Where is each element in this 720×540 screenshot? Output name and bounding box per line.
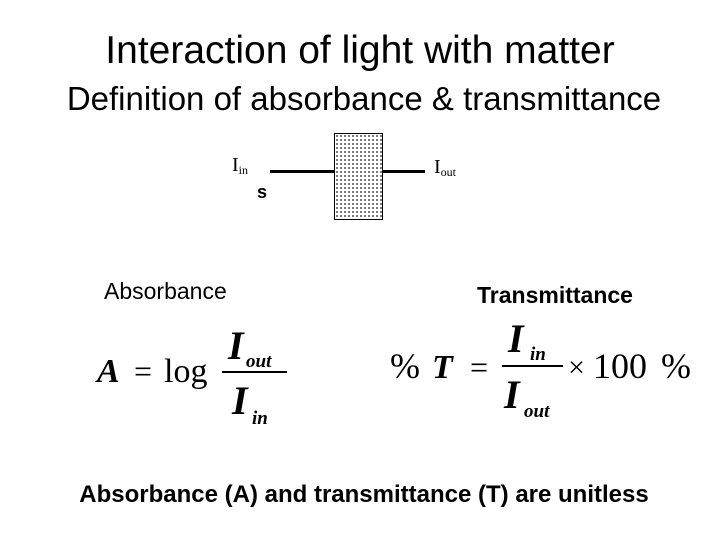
absorbance-equals: = [134,353,153,389]
slide-subtitle: Definition of absorbance & transmittance [66,80,662,117]
unitless-note: Absorbance (A) and transmittance (T) are unitless [79,481,649,508]
transmittance-denominator-symbol: I [504,372,520,417]
absorbance-numerator-sub: out [246,351,272,372]
transmittance-heading: Transmittance [477,282,633,308]
absorbance-denominator-symbol: I [232,378,248,423]
absorbance-log: log [164,353,208,390]
transmittance-factor: 100 [593,346,647,386]
transmittance-times: × [568,351,585,384]
transmittance-percent-prefix: % [390,346,420,386]
transmitted-intensity-label: $I_{out}$ [434,156,457,179]
absorbance-heading: Absorbance [104,278,227,304]
slide-title: Interaction of light with matter [105,29,615,72]
incident-intensity-label: $I_{in}$ [232,154,249,177]
absorbance-numerator-symbol: I [228,323,244,368]
transmittance-numerator-sub: in [530,344,546,365]
sample-label: s [257,182,268,202]
transmittance-equals: = [470,349,489,385]
transmittance-percent-suffix: % [661,346,691,386]
absorbance-lhs: A [97,353,120,390]
absorbance-denominator-sub: in [252,408,268,429]
transmittance-denominator-sub: out [524,401,550,422]
transmittance-lhs: T [432,349,453,386]
transmittance-numerator-symbol: I [508,316,524,361]
